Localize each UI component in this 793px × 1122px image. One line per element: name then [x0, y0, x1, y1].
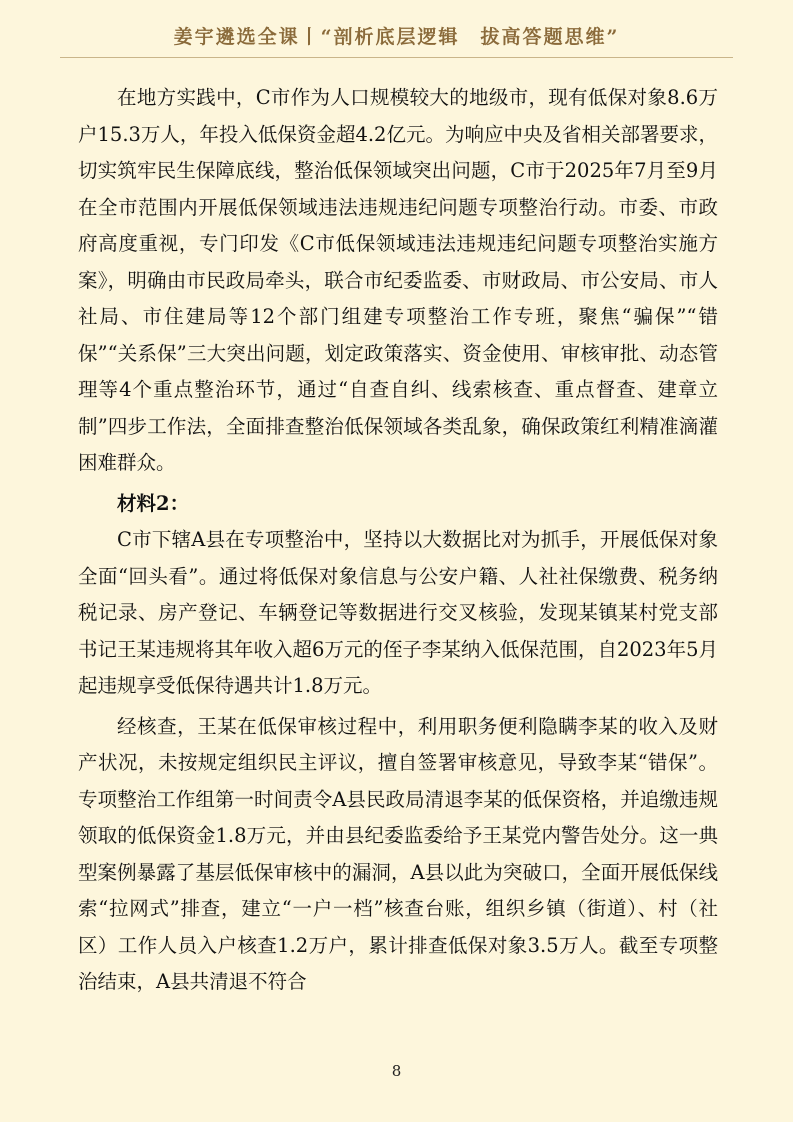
paragraph-verification-result: 经核查，王某在低保审核过程中，利用职务便利隐瞒李某的收入及财产状况，未按规定组织民主评议，擅自签署审核意见，导致李某“错保”。专项整治工作组第一时间责令A县民政局清退李某的低保资格，并追缴违规领取的低保资金1.8万元，并由县纪委监委给予王某党内警告处分。这一典型案例暴露了基层低保审核中的漏洞，A县以此为突破口，全面开展低保线索“拉网式”排查，建立“一户一档”核查台账，组织乡镇（街道）、村（社区）工作人员入户核查1.2万户，累计排查低保对象3.5万人。截至专项整治结束，A县共清退不符合 — [78, 714, 718, 993]
page-number: 8 — [391, 1062, 402, 1080]
document-body — [78, 80, 718, 1001]
paragraph-intro: 在地方实践中，C市作为人口规模较大的地级市，现有低保对象8.6万户15.3万人，年投入低保资金超4.2亿元。为响应中央及省相关部署要求，切实筑牢民生保障底线，整治低保领域突出问题，C市于2025年7月至9月在全市范围内开展低保领域违法违规违纪问题专项整治行动。市委、市政府高度重视，专门印发《C市低保领域违法违规违纪问题专项整治实施方案》，明确由市民政局牵头，联合市纪委监委、市财政局、市公安局、市人社局、市住建局等12个部门组建专项整治工作专班，聚焦“骗保”“错保”“关系保”三大突出问题，划定政策落实、资金使用、审核审批、动态管理等4个重点整治环节，通过“自查自纠、线索核查、重点督查、建章立制”四步工作法，全面排查整治低保领域各类乱象，确保政策红利精准滴灌困难群众。 — [78, 86, 718, 474]
page-header: 姜宇遴选全课丨“剖析底层逻辑 拔高答题思维” — [173, 26, 620, 48]
header-divider — [60, 57, 733, 58]
section-heading-material-2: 材料2： — [117, 491, 190, 515]
paragraph-a-county-bigdata: C市下辖A县在专项整治中，坚持以大数据比对为抓手，开展低保对象全面“回头看”。通过将低保对象信息与公安户籍、人社社保缴费、税务纳税记录、房产登记、车辆登记等数据进行交叉核验，发现某镇某村党支部书记王某违规将其年收入超6万元的侄子李某纳入低保范围，自2023年5月起违规享受低保待遇共计1.8万元。 — [78, 528, 718, 697]
